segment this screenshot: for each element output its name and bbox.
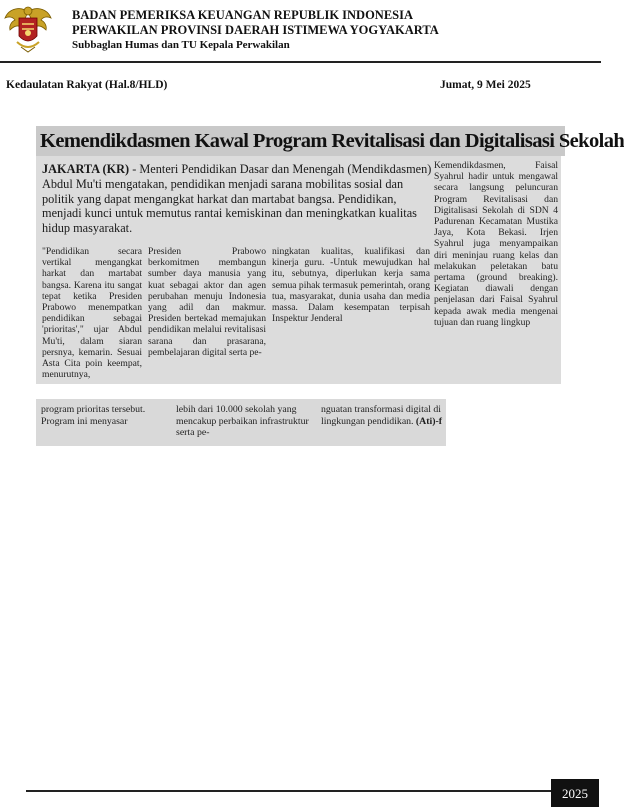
header-divider	[0, 61, 601, 63]
continuation-column-3	[321, 404, 442, 427]
bpk-emblem-icon	[3, 2, 53, 54]
article-column-1: "Pendidikan secara vertikal mengangkat harkat dan martabat bangsa. Karena itu sangat tepat ketika Presiden Prabowo menempatkan pendidikan sebagai 'prioritas'," ujar Abdul Mu'ti, dalam siaran persnya, kemarin. Sesuai Asta Cita poin keempat, menurutnya,	[42, 246, 142, 381]
footer-divider	[26, 790, 551, 792]
article-lead-text: - Menteri Pendidikan Dasar dan Menengah (Mendikdasmen) Abdul Mu'ti mengatakan, pendidikan menjadi sarana mobilitas sosial dan politik yang dapat mengangkat harkat dan martabat bangsa. Pendidikan, menjadi kunci untuk memutus rantai kemiskinan dan meningkatkan kualitas hidup masyarakat.	[42, 162, 432, 236]
org-name-line1: BADAN PEMERIKSA KEUANGAN REPUBLIK INDONESIA	[72, 8, 414, 22]
article-column-2: Presiden Prabowo berkomitmen membangun sumber daya manusia yang kuat sebagai aktor dan agen perubahan menuju Indonesia yang adil dan makmur. Presiden bertekad memajukan pendidikan melalui revitalisasi sarana dan prasarana, pembelajaran digital serta pe-	[148, 246, 266, 358]
news-clipping	[36, 126, 624, 384]
continuation-column-1: program prioritas tersebut. Program ini menyasar	[41, 404, 146, 427]
article-column-3: ningkatan kualitas, kualifikasi dan kinerja guru. -Untuk mewujudkan hal itu, sebutnya, diperlukan kerja sama semua pihak termasuk pemerintah, orang tua, masyarakat, dunia usaha dan media massa. Dalam kesempatan terpisah Inspektur Jenderal	[272, 246, 430, 325]
org-name-line2: PERWAKILAN PROVINSI DAERAH ISTIMEWA YOGYAKARTA	[72, 23, 439, 37]
publication-source: Kedaulatan Rakyat (Hal.8/HLD)	[6, 79, 168, 91]
article-dateline: JAKARTA (KR)	[42, 162, 130, 176]
year-badge: 2025	[551, 779, 599, 807]
author-signature: (Ati)-f	[415, 415, 442, 427]
article-lead	[42, 162, 432, 236]
letterhead	[0, 0, 601, 62]
news-clipping-continuation	[36, 399, 446, 446]
article-column-4: Kemendikdasmen, Faisal Syahrul hadir untuk mengawal secara langsung peluncuran Program Revitalisasi dan Digitalisasi Sekolah di SDN 4 Padurenan Kecamatan Mustika Jaya, Kota Bekasi. Irjen Syahrul juga menyampaikan diri meninjau ruang kelas dan melakukan peletakan batu pertama (ground breaking). Kegiatan diawali dengan penjelasan dari Faisal Syahrul kepada awak media mengenai tujuan dan ruang lingkup	[434, 160, 558, 328]
article-headline: Kemendikdasmen Kawal Program Revitalisasi dan Digitalisasi Sekolah	[36, 126, 565, 156]
continuation-column-3-text: nguatan transformasi digital di lingkungan pendidikan.	[321, 404, 441, 427]
org-name-line3: Subbaglan Humas dan TU Kepala Perwakilan	[72, 39, 290, 51]
continuation-column-2: lebih dari 10.000 sekolah yang mencakup perbaikan infrastruktur serta pe-	[176, 404, 309, 439]
publication-date: Jumat, 9 Mei 2025	[440, 79, 531, 91]
